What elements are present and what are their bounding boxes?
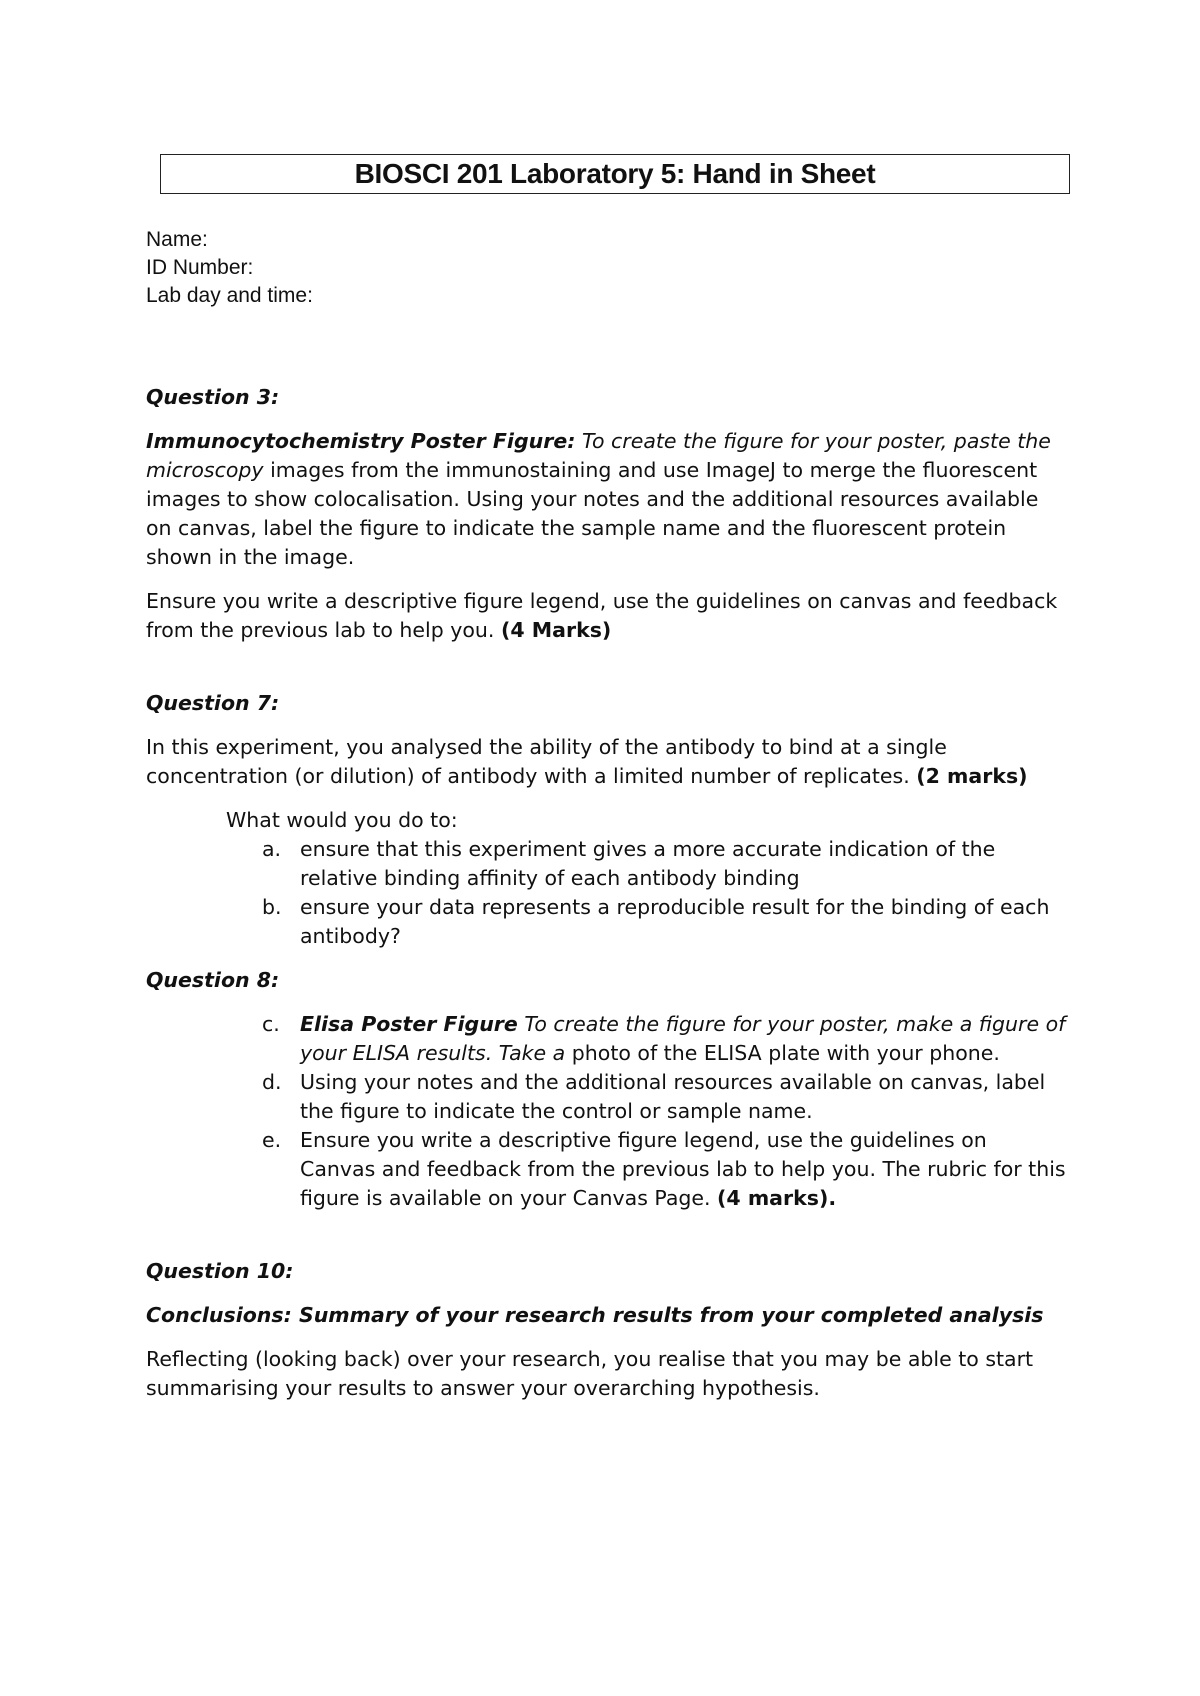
list-item (146, 835, 1066, 893)
question-3-heading: Question 3: (146, 385, 280, 409)
question-8-list (146, 1010, 1066, 1213)
question-10-subheading: Conclusions: Summary of your research results from your completed analysis (146, 1303, 1044, 1327)
list-marker: a. (262, 837, 282, 861)
list-item (146, 1068, 1066, 1126)
student-info (146, 226, 313, 310)
list-item (146, 1010, 1066, 1068)
elisa-figure-title: Elisa Poster Figure (300, 1012, 518, 1036)
question-7-list (146, 835, 1066, 951)
id-number-label: ID Number: (146, 256, 254, 279)
elisa-figure-text: photo of the ELISA plate with your phone. (565, 1041, 1000, 1065)
list-item (146, 1126, 1066, 1213)
question-10-heading: Question 10: (146, 1259, 294, 1283)
list-marker: d. (262, 1070, 282, 1094)
page-title: BIOSCI 201 Laboratory 5: Hand in Sheet (160, 154, 1070, 194)
elisa-figure-italic-text: To create the figure for your poster, make a figure of your ELISA results. Take a (300, 1012, 1066, 1065)
question-3-title: Immunocytochemistry Poster Figure: (146, 429, 576, 453)
question-7-body: In this experiment, you analysed the ability of the antibody to bind at a single concentration (or dilution) of antibody with a limited number of replicates. (146, 735, 947, 788)
question-3-body: images from the immunostaining and use ImageJ to merge the fluorescent images to show colocalisation. Using your notes and the additional resources available on canvas, label the figure to indicate the sample name and the fluorescent protein shown in the image. (146, 458, 1039, 569)
lab-day-time-label: Lab day and time: (146, 284, 313, 307)
list-marker: c. (262, 1012, 280, 1036)
questions-content (146, 383, 1066, 1403)
question-7-marks: (2 marks) (916, 764, 1028, 788)
question-3-italic-text: To create the figure for your poster, paste the microscopy (146, 429, 1051, 482)
question-3-paragraph-2 (146, 587, 1066, 645)
question-3-marks: (4 Marks) (500, 618, 612, 642)
question-3-legend-text: Ensure you write a descriptive figure legend, use the guidelines on canvas and feedback from the previous lab to help you. (146, 589, 1058, 642)
question-3-text (146, 427, 1066, 572)
list-item-text: Using your notes and the additional resources available on canvas, label the figure to indicate the control or sample name. (300, 1070, 1046, 1123)
list-item (146, 893, 1066, 951)
list-marker: b. (262, 895, 282, 919)
list-item-text: ensure your data represents a reproducible result for the binding of each antibody? (300, 895, 1050, 948)
list-marker: e. (262, 1128, 282, 1152)
question-7-heading: Question 7: (146, 691, 280, 715)
list-item-text: ensure that this experiment gives a more accurate indication of the relative binding affinity of each antibody binding (300, 837, 996, 890)
question-7-intro: What would you do to: (226, 808, 458, 832)
question-7-text (146, 733, 1066, 791)
question-10-text: Reflecting (looking back) over your research, you realise that you may be able to start summarising your results to answer your overarching hypothesis. (146, 1347, 1034, 1400)
question-8-heading: Question 8: (146, 968, 280, 992)
list-item-text: Ensure you write a descriptive figure legend, use the guidelines on Canvas and feedback from the previous lab to help you. The rubric for this figure is available on your Canvas Page. (300, 1128, 1066, 1210)
question-8-marks: (4 marks). (717, 1186, 837, 1210)
name-label: Name: (146, 228, 208, 251)
